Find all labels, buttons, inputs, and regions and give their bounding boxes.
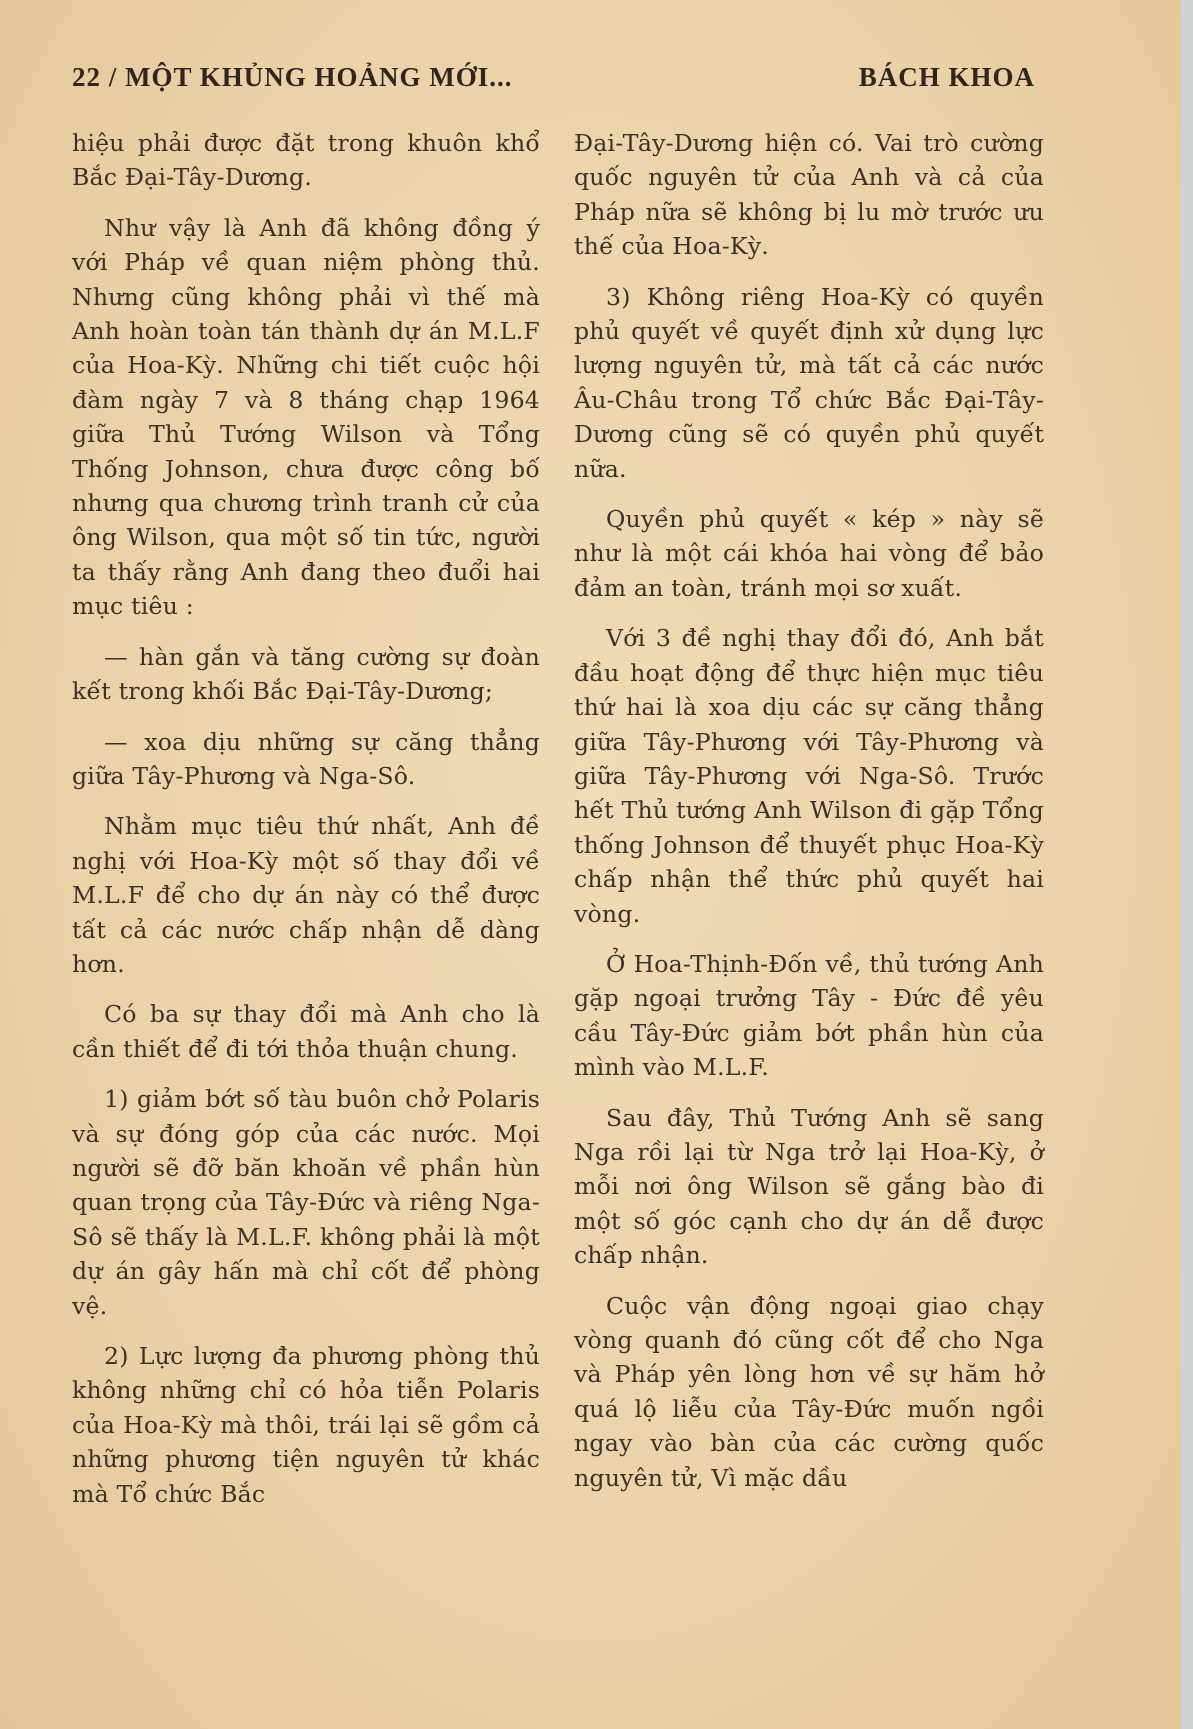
paragraph: Có ba sự thay đổi mà Anh cho là cần thiết để đi tới thỏa thuận chung. <box>72 1000 540 1063</box>
page-edge <box>1181 0 1193 1729</box>
paragraph: hiệu phải được đặt trong khuôn khổ Bắc Đại-Tây-Dương. <box>72 129 540 192</box>
paragraph: — xoa dịu những sự căng thẳng giữa Tây-Phương và Nga-Sô. <box>72 727 540 790</box>
right-column <box>574 126 1044 1511</box>
paragraph: Nhằm mục tiêu thứ nhất, Anh đề nghị với Hoa-Kỳ một số thay đổi về M.L.F để cho dự án này có thể được tất cả các nước chấp nhận dễ dàng hơn. <box>72 812 540 978</box>
paragraph: Đại-Tây-Dương hiện có. Vai trò cường quốc nguyên tử của Anh và cả của Pháp nữa sẽ không bị lu mờ trước ưu thế của Hoa-Kỳ. <box>574 129 1044 261</box>
paragraph: Như vậy là Anh đã không đồng ý với Pháp về quan niệm phòng thủ. Nhưng cũng không phải vì thế mà Anh hoàn toàn tán thành dự án M.L.F của Hoa-Kỳ. Những chi tiết cuộc hội đàm ngày 7 và 8 tháng chạp 1964 giữa Thủ Tướng Wilson và Tổng Thống Johnson, chưa được công bố nhưng qua chương trình tranh cử của ông Wilson, qua một số tin tức, người ta thấy rằng Anh đang theo đuổi hai mục tiêu : <box>72 213 540 621</box>
paragraph: 1) giảm bớt số tàu buôn chở Polaris và sự đóng góp của các nước. Mọi người sẽ đỡ băn khoăn về phần hùn quan trọng của Tây-Đức và riêng Nga-Sô sẽ thấy là M.L.F. không phải là một dự án gây hấn mà chỉ cốt để phòng vệ. <box>72 1085 540 1320</box>
paragraph: Ở Hoa-Thịnh-Đốn về, thủ tướng Anh gặp ngoại trưởng Tây - Đức đề yêu cầu Tây-Đức giảm bớt phần hùn của mình vào M.L.F. <box>574 949 1044 1082</box>
paragraph: 2) Lực lượng đa phương phòng thủ không những chỉ có hỏa tiễn Polaris của Hoa-Kỳ mà thôi, trái lại sẽ gồm cả những phương tiện nguyên tử khác mà Tổ chức Bắc <box>72 1342 540 1508</box>
paragraph: Với 3 đề nghị thay đổi đó, Anh bắt đầu hoạt động để thực hiện mục tiêu thứ hai là xoa dịu các sự căng thẳng giữa Tây-Phương với Tây-Phương và giữa Tây-Phương với Nga-Sô. Trước hết Thủ tướng Anh Wilson đi gặp Tổng thống Johnson để thuyết phục Hoa-Kỳ chấp nhận thể thức phủ quyết hai vòng. <box>574 624 1044 928</box>
page-title: 22 / MỘT KHỦNG HOẢNG MỚI... <box>72 62 513 92</box>
paragraph: Sau đây, Thủ Tướng Anh sẽ sang Nga rồi lại từ Nga trở lại Hoa-Kỳ, ở mỗi nơi ông Wilson sẽ gắng bào đi một số góc cạnh cho dự án dễ được chấp nhận. <box>574 1103 1044 1270</box>
magazine-name: BÁCH KHOA <box>858 62 1035 92</box>
paragraph: Cuộc vận động ngoại giao chạy vòng quanh đó cũng cốt để cho Nga và Pháp yên lòng hơn về sự hăm hở quá lộ liễu của Tây-Đức muốn ngồi ngay vào bàn của các cường quốc nguyên tử, Vì mặc dầu <box>574 1291 1044 1492</box>
running-header <box>72 62 1035 102</box>
paragraph: 3) Không riêng Hoa-Kỳ có quyền phủ quyết về quyết định xử dụng lực lượng nguyên tử, mà tất cả các nước Âu-Châu trong Tổ chức Bắc Đại-Tây-Dương cũng sẽ có quyền phủ quyết nữa. <box>574 282 1044 483</box>
paragraph: Quyền phủ quyết « kép » này sẽ như là một cái khóa hai vòng để bảo đảm an toàn, tránh mọi sơ xuất. <box>574 505 1044 602</box>
paragraph: — hàn gắn và tăng cường sự đoàn kết trong khối Bắc Đại-Tây-Dương; <box>72 642 540 706</box>
left-column <box>72 126 540 1527</box>
